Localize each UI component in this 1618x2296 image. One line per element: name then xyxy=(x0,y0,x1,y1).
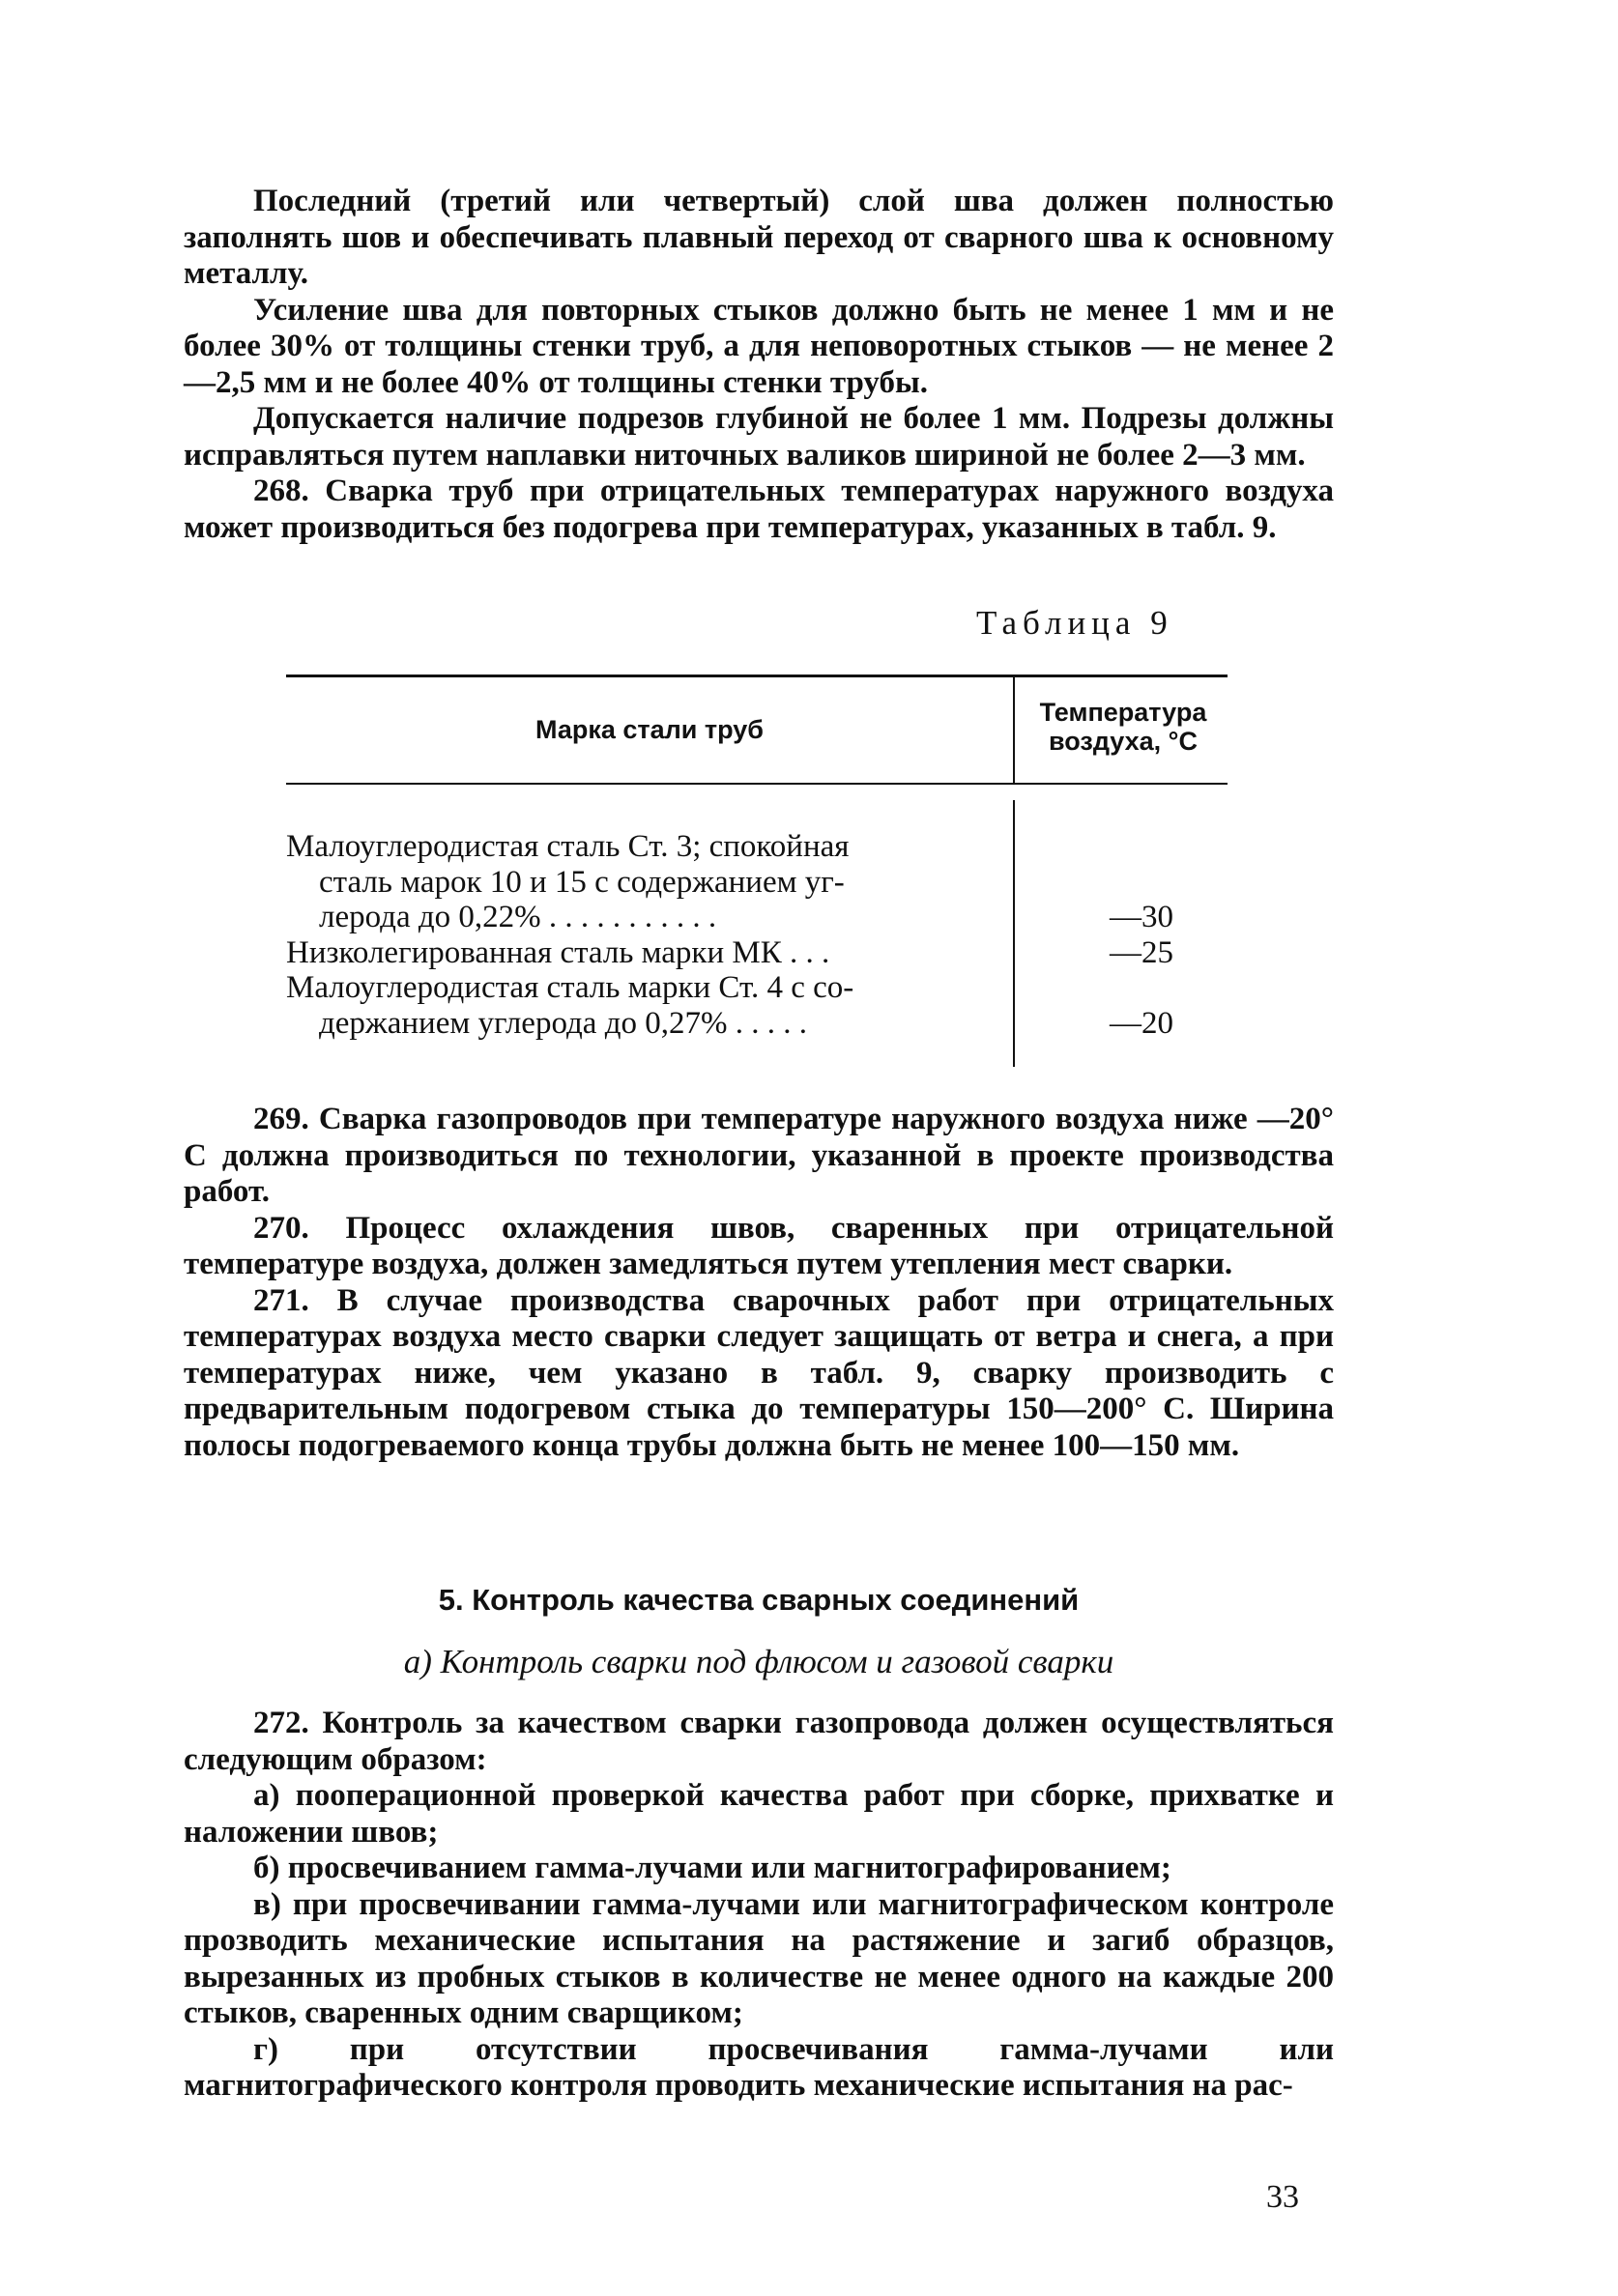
table-row-3-line1: Малоуглеродистая сталь марки Ст. 4 с со- xyxy=(286,970,854,1005)
table-row-3-value: —20 xyxy=(1110,1006,1173,1041)
table-row-3-line2: держанием углерода до 0,27% . . . . . xyxy=(319,1005,807,1041)
text-block-top xyxy=(184,184,1334,546)
table-header-rule xyxy=(286,783,1228,785)
column-header-temperature-line1: Температура xyxy=(1039,698,1207,727)
paragraph: 268. Сварка труб при отрицательных температурах наружного воздуха может производиться без подогрева при температурах, указанных в табл. 9. xyxy=(184,474,1334,545)
paragraph: 271. В случае производства сварочных работ при отрицательных температурах воздуха место сварки следует защищать от ветра и снега, а при температурах ниже, чем указано в табл. 9, сварку производить с предварительным подогревом стыка до температуры 150—200° С. Ширина полосы подогреваемого конца трубы должна быть не менее 100—150 мм. xyxy=(184,1282,1334,1463)
data-table xyxy=(286,674,1228,1067)
table-header-divider xyxy=(1013,674,1015,783)
table-row-1-line1: Малоуглеродистая сталь Ст. 3; спокойная xyxy=(286,829,850,864)
list-item: б) просвечиванием гамма-лучами или магнитографированием; xyxy=(253,1851,1171,1885)
column-header-steel: Марка стали труб xyxy=(535,715,764,744)
paragraph: Последний (третий или четвертый) слой шва должен полностью заполнять шов и обеспечивать плавный переход от сварного шва к основному металлу. xyxy=(184,184,1334,291)
table-body xyxy=(286,829,1021,1041)
section-heading: 5. Контроль качества сварных соединений xyxy=(438,1583,1080,1617)
subsection-heading: а) Контроль сварки под флюсом и газовой сварки xyxy=(403,1643,1114,1680)
page-number: 33 xyxy=(1266,2179,1299,2215)
column-header-temperature-line2: воздуха, °С xyxy=(1049,727,1198,756)
paragraph: 272. Контроль за качеством сварки газопровода должен осуществляться следующим образом: xyxy=(184,1706,1334,1777)
list-item: в) при просвечивании гамма-лучами или магнитографическом контроле прозводить механические испытания на растяжение и загиб образцов, вырезанных из пробных стыков в количестве не менее одного на каждые 200 стыков, сваренных одним сварщиком; xyxy=(184,1886,1334,2030)
text-block-middle xyxy=(184,1102,1334,1464)
table-row-1-line3: лерода до 0,22% . . . . . . . . . . . xyxy=(319,900,717,934)
paragraph: 269. Сварка газопроводов при температуре наружного воздуха ниже —20° С должна производиться по технологии, указанной в проекте производства работ. xyxy=(184,1102,1334,1209)
paragraph: Допускается наличие подрезов глубиной не более 1 мм. Подрезы должны исправляться путем наплавки ниточных валиков шириной не более 2—3 мм. xyxy=(184,401,1334,473)
table-row-1-value: —30 xyxy=(1110,900,1173,934)
table-row-2-value: —25 xyxy=(1110,935,1173,970)
list-item: г) при отсутствии просвечивания гамма-лучами или магнитографического контроля проводить механические испытания на рас- xyxy=(184,2031,1334,2103)
paragraph: Усиление шва для повторных стыков должно быть не менее 1 мм и не более 30% от толщины стенки труб, а для неповоротных стыков — не менее 2—2,5 мм и не более 40% от толщины стенки трубы. xyxy=(184,292,1334,400)
table-row-2-line1: Низколегированная сталь марки МК . . . xyxy=(286,934,830,970)
table-caption: Таблица 9 xyxy=(976,604,1173,642)
list-item: а) пооперационной проверкой качества работ при сборке, прихватке и наложении швов; xyxy=(184,1778,1334,1850)
column-header-temperature xyxy=(1019,698,1228,756)
table-row-1-line2: сталь марок 10 и 15 с содержанием уг- xyxy=(319,864,845,900)
text-block-bottom xyxy=(184,1706,1334,2105)
table-top-rule xyxy=(286,674,1228,677)
paragraph: 270. Процесс охлаждения швов, сваренных при отрицательной температуре воздуха, должен замедляться путем утепления мест сварки. xyxy=(184,1210,1334,1281)
